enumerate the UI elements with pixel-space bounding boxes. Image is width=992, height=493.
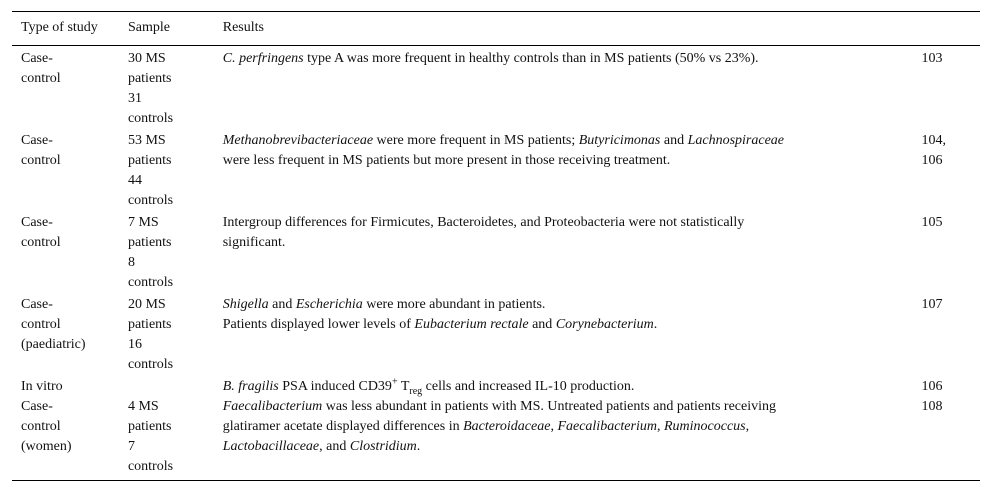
results-cell — [223, 213, 922, 295]
taxon-name: Shigella — [222, 297, 269, 312]
taxon-name: Faecalibacterium — [222, 399, 323, 414]
cell-line: 103 — [921, 51, 943, 66]
sample-cell — [128, 377, 223, 397]
results-cell — [223, 397, 922, 481]
reference-cell — [922, 377, 981, 397]
cell-line: In vitro — [21, 379, 63, 394]
taxon-name: Faecalibacterium — [557, 419, 657, 434]
cell-line: Case- — [21, 133, 53, 148]
results-text: and — [528, 317, 556, 332]
results-text: reg — [409, 385, 423, 397]
header-sample: Sample — [127, 20, 170, 35]
cell-line: 4 MS — [127, 399, 159, 414]
cell-line: 105 — [921, 215, 943, 230]
reference-cell — [922, 397, 981, 481]
table-body — [12, 46, 980, 481]
cell-line: 104, — [921, 133, 946, 148]
results-cell — [223, 46, 922, 132]
results-text: Patients displayed lower levels of — [222, 317, 415, 332]
results-text: were more frequent in MS patients; — [373, 133, 579, 148]
results-text: PSA induced CD39 — [278, 379, 392, 394]
results-text: , and — [319, 439, 350, 454]
cell-line: control — [21, 71, 61, 86]
results-text: . — [416, 439, 421, 454]
cell-line: controls — [127, 111, 174, 126]
cell-line: 7 MS — [127, 215, 159, 230]
taxon-name: Clostridium — [349, 439, 417, 454]
results-line — [223, 213, 922, 233]
type-of-study-cell — [12, 377, 128, 397]
cell-line: 8 — [127, 255, 135, 270]
results-text: and — [268, 297, 296, 312]
type-of-study-cell — [12, 295, 128, 377]
results-cell — [223, 131, 922, 213]
taxon-name: Lactobacillaceae — [222, 439, 320, 454]
reference-cell — [922, 295, 981, 377]
cell-line: 106 — [921, 153, 943, 168]
type-of-study-cell — [12, 46, 128, 132]
cell-line: 108 — [921, 399, 943, 414]
cell-line: controls — [127, 193, 174, 208]
results-text: were less frequent in MS patients but more present in those receiving treatment. — [222, 153, 671, 168]
cell-line: control — [21, 419, 61, 434]
sample-cell — [128, 213, 223, 295]
taxon-name: Butyricimonas — [578, 133, 661, 148]
taxon-name: Ruminococcus — [663, 419, 746, 434]
cell-line: Case- — [21, 51, 53, 66]
table-row — [12, 295, 980, 377]
results-text: were more abundant in patients. — [362, 297, 546, 312]
cell-line: 53 MS — [127, 133, 166, 148]
cell-line: patients — [127, 419, 172, 434]
cell-line: 44 — [127, 173, 142, 188]
results-line — [223, 397, 922, 417]
type-of-study-cell — [12, 131, 128, 213]
cell-line: 16 — [127, 337, 142, 352]
table-row — [12, 46, 980, 132]
cell-line: control — [21, 153, 61, 168]
cell-line: controls — [127, 459, 174, 474]
cell-line: controls — [127, 275, 174, 290]
cell-line: Case- — [21, 399, 53, 414]
cell-line: controls — [127, 357, 174, 372]
results-text: T — [397, 379, 410, 394]
type-of-study-cell — [12, 213, 128, 295]
header-results: Results — [222, 20, 264, 35]
results-line — [223, 233, 922, 253]
reference-cell — [922, 213, 981, 295]
sample-cell — [128, 397, 223, 481]
results-line — [223, 131, 922, 151]
cell-line: Case- — [21, 297, 53, 312]
sample-cell — [128, 46, 223, 132]
results-line — [223, 295, 922, 315]
cell-line: (paediatric) — [21, 337, 86, 352]
sample-cell — [128, 295, 223, 377]
reference-cell — [922, 46, 981, 132]
results-text: Intergroup differences for Firmicutes, Bacteroidetes, and Proteobacteria were not statistically — [222, 215, 745, 230]
type-of-study-cell — [12, 397, 128, 481]
cell-line: patients — [127, 235, 172, 250]
results-text: . — [653, 317, 658, 332]
table-row — [12, 377, 980, 397]
results-line — [223, 49, 922, 69]
taxon-name: Escherichia — [295, 297, 363, 312]
results-text: type A was more frequent in healthy controls than in MS patients (50% vs 23%). — [303, 51, 759, 66]
results-line — [223, 315, 922, 335]
results-text: , — [656, 419, 664, 434]
cell-line: (women) — [21, 439, 72, 454]
cell-line: patients — [127, 71, 172, 86]
results-text: , — [745, 419, 750, 434]
taxon-name: Bacteroidaceae — [463, 419, 551, 434]
cell-line: patients — [127, 317, 172, 332]
taxon-name: C. perfringens — [222, 51, 304, 66]
taxon-name: Eubacterium rectale — [414, 317, 529, 332]
results-line — [223, 437, 922, 457]
taxon-name: Methanobrevibacteriaceae — [222, 133, 374, 148]
table-row — [12, 131, 980, 213]
table-row — [12, 213, 980, 295]
cell-line: 20 MS — [127, 297, 166, 312]
header-type-of-study: Type of study — [21, 20, 98, 35]
results-cell — [223, 295, 922, 377]
results-line — [223, 151, 922, 171]
table-row — [12, 397, 980, 481]
cell-line: 106 — [921, 379, 943, 394]
results-text: and — [660, 133, 688, 148]
header-reference — [922, 12, 981, 46]
header-row — [12, 12, 980, 46]
results-text: cells and increased IL-10 production. — [422, 379, 635, 394]
cell-line: control — [21, 317, 61, 332]
results-text: glatiramer acetate displayed differences in — [222, 419, 464, 434]
cell-line: 107 — [921, 297, 943, 312]
reference-cell — [922, 131, 981, 213]
taxon-name: B. fragilis — [222, 379, 279, 394]
studies-table — [12, 11, 980, 481]
taxon-name: Lachnospiraceae — [687, 133, 785, 148]
cell-line: patients — [127, 153, 172, 168]
sample-cell — [128, 131, 223, 213]
results-line — [223, 417, 922, 437]
cell-line: 7 — [127, 439, 135, 454]
cell-line: Case- — [21, 215, 53, 230]
results-text: significant. — [222, 235, 286, 250]
results-cell — [223, 377, 922, 397]
results-text: + — [391, 376, 398, 388]
cell-line: 31 — [127, 91, 142, 106]
results-text: was less abundant in patients with MS. Untreated patients and patients receiving — [322, 399, 776, 414]
cell-line: 30 MS — [127, 51, 166, 66]
taxon-name: Corynebacterium — [555, 317, 654, 332]
results-text: , — [550, 419, 558, 434]
results-line — [223, 377, 922, 397]
cell-line: control — [21, 235, 61, 250]
